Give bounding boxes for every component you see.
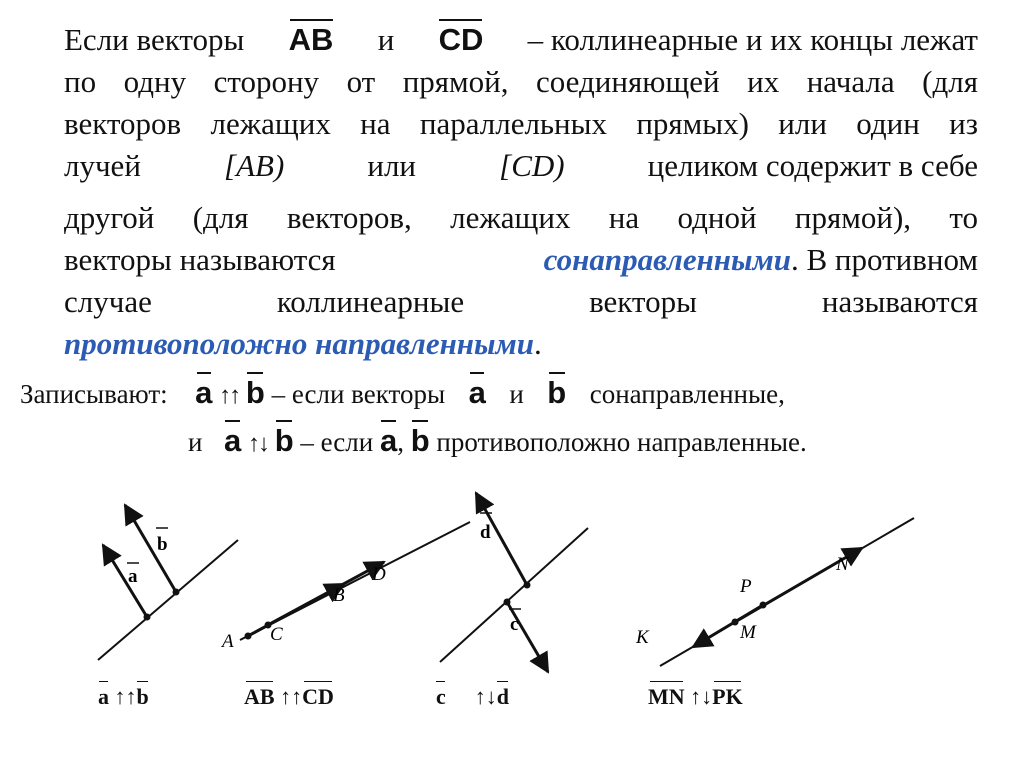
- caption-v1: a: [98, 684, 109, 709]
- term-codirected: сонаправленными: [543, 242, 791, 277]
- point: [144, 614, 151, 621]
- vector-a: a: [223, 423, 242, 458]
- caption-v1: AB: [244, 684, 275, 709]
- line7-w1: случае: [64, 284, 152, 319]
- caption-rel: ↑↑: [114, 684, 137, 709]
- caption-rel: ↑↓: [690, 684, 713, 709]
- ray-cd: [CD): [499, 148, 565, 183]
- line7-w3: векторы: [589, 284, 697, 319]
- label-B: B: [333, 585, 345, 606]
- term-opposite: противоположно направленными: [64, 326, 534, 361]
- caption-v2: d: [496, 684, 510, 709]
- figure-4: [635, 518, 914, 666]
- caption-rel: ↑↑: [280, 684, 303, 709]
- caption-v2: CD: [302, 684, 334, 709]
- fig1-label-b: b: [157, 534, 168, 555]
- word-rays: лучей: [64, 148, 141, 183]
- fig3-label-d: d: [480, 522, 491, 543]
- fig3-label-c: c: [510, 614, 519, 635]
- label-N: N: [836, 554, 849, 575]
- label-A: A: [222, 631, 234, 652]
- figure-3: [440, 493, 588, 672]
- point: [760, 602, 767, 609]
- point: [245, 633, 252, 640]
- line2-text: по одну сторону от прямой, соединяющей их начала (для: [64, 64, 978, 99]
- label-D: D: [372, 564, 386, 585]
- row2-text: – если: [300, 427, 374, 457]
- row1-text: – если векторы: [271, 379, 446, 409]
- vector-b: b: [274, 423, 294, 458]
- label-M: M: [740, 622, 756, 643]
- codirected-symbol: ↑↑: [219, 383, 240, 409]
- row1-and: и: [509, 379, 524, 409]
- line7-w2: коллинеарные: [276, 284, 465, 319]
- point: [524, 582, 531, 589]
- vector-b: b: [547, 375, 567, 410]
- row1-end: сонаправленные,: [589, 379, 785, 409]
- caption-fig4: [648, 684, 743, 710]
- point: [732, 619, 739, 626]
- point: [504, 599, 511, 606]
- line3-text: векторов лежащих на параллельных прямых) или один из: [64, 106, 978, 141]
- line4-rest: целиком содержит в себе: [647, 148, 978, 183]
- vector-a: a: [195, 375, 213, 410]
- label-K: K: [636, 627, 649, 648]
- vector-cd-arrow: [268, 562, 384, 625]
- caption-fig3: [436, 684, 509, 710]
- word-and: и: [377, 22, 395, 57]
- point: [173, 589, 180, 596]
- figure-1: [98, 505, 238, 660]
- caption-v1: MN: [648, 684, 685, 709]
- caption-v1: c: [436, 684, 446, 709]
- vector-b: b: [410, 423, 430, 458]
- notation-label: Записывают:: [20, 379, 168, 409]
- vector-b: b: [245, 375, 265, 410]
- vector-a: a: [468, 375, 486, 410]
- ray-ab: [AB): [224, 148, 285, 183]
- vector-cd: CD: [439, 20, 484, 60]
- caption-v2: PK: [712, 684, 743, 709]
- vector-c-arrow: [507, 602, 548, 672]
- figure-2: [220, 522, 470, 652]
- line7-w4: называются: [821, 284, 978, 319]
- label-C: C: [270, 624, 283, 645]
- caption-fig1: [98, 684, 149, 710]
- fig3-line: [440, 528, 588, 662]
- fig1-line: [98, 540, 238, 660]
- vector-ab: AB: [289, 20, 334, 60]
- caption-v2: b: [136, 684, 149, 709]
- fig1-label-a: a: [128, 566, 138, 587]
- row2-and: и: [188, 427, 203, 457]
- word-or: или: [367, 148, 417, 183]
- line6-start: векторы называются: [64, 242, 336, 277]
- opposite-symbol: ↑↓: [247, 431, 268, 457]
- vector-a-arrow: [103, 545, 147, 617]
- caption-fig2: [244, 684, 334, 710]
- line5-text: другой (для векторов, лежащих на одной прямой), то: [64, 200, 978, 235]
- row2-end: противоположно направленные.: [436, 427, 807, 457]
- caption-rel: ↑↓: [474, 684, 497, 709]
- vector-a: a: [379, 423, 398, 458]
- comma: ,: [397, 427, 404, 457]
- line6-end: . В противном: [791, 242, 978, 277]
- line8-end: .: [534, 326, 542, 361]
- label-P: P: [740, 576, 752, 597]
- word-esli-vektory: Если векторы: [64, 22, 245, 57]
- line1-rest: – коллинеарные и их концы лежат: [527, 22, 978, 57]
